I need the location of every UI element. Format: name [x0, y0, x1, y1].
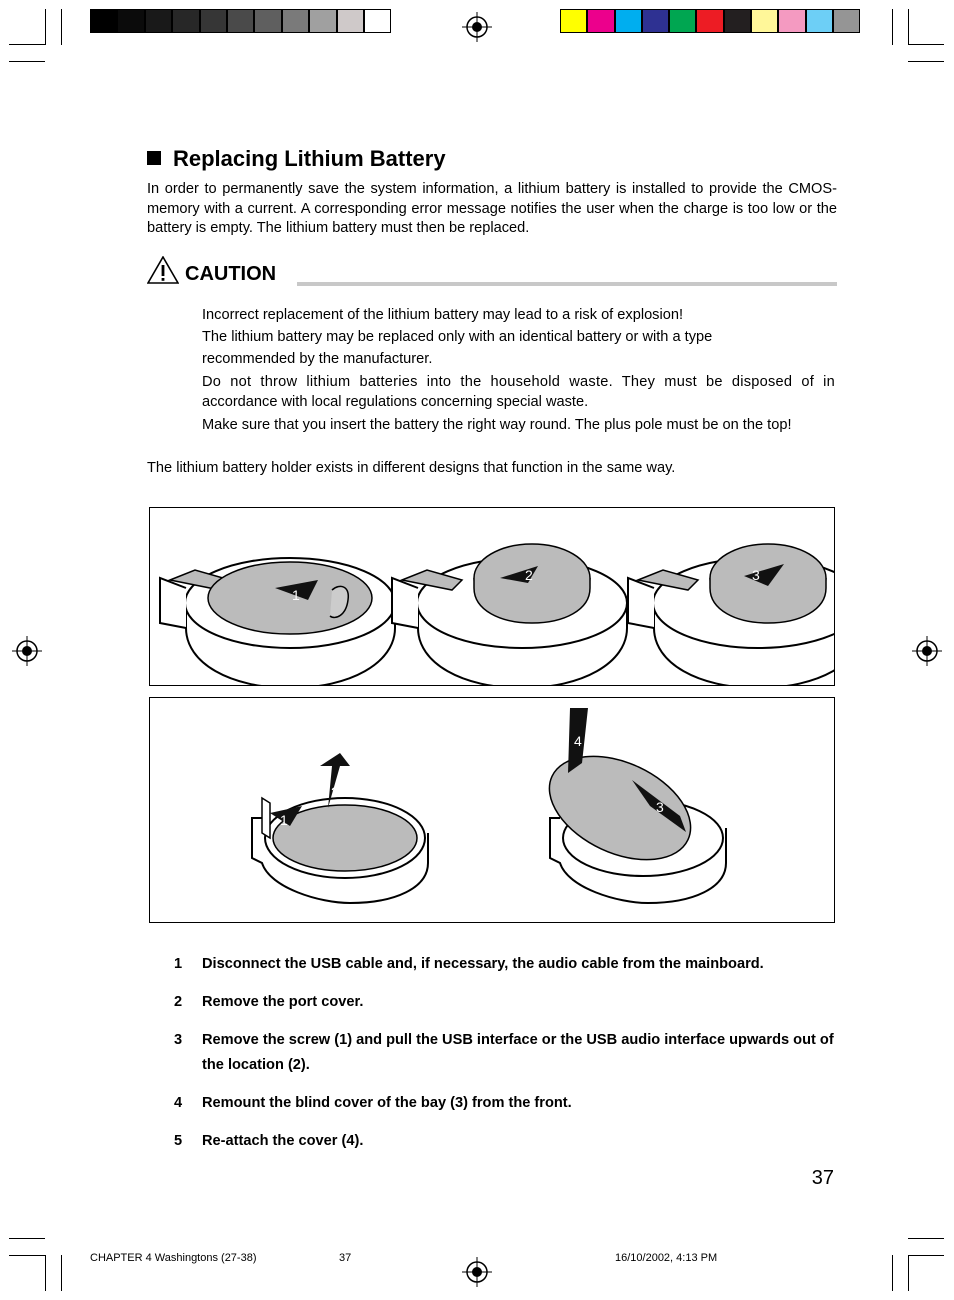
registration-mark-icon [12, 636, 42, 666]
color-swatch [669, 9, 696, 33]
battery-holder-illustration-a [150, 508, 834, 685]
intro-paragraph: In order to permanently save the system information, a lithium battery is installed to provide the CMOS-memory with a current. A corresponding error message notifies the user when the charge is too low or the battery is empty. The lithium battery must then be replaced. [147, 181, 837, 237]
battery-holder-illustration-b [150, 698, 834, 922]
step-text: Remount the blind cover of the bay (3) from the front. [202, 1095, 572, 1111]
step-text: Remove the port cover. [202, 994, 364, 1010]
step-number: 5 [174, 1133, 183, 1149]
color-swatch [309, 9, 336, 33]
step-number: 2 [174, 994, 183, 1010]
color-swatch [560, 9, 587, 33]
color-swatch [172, 9, 199, 33]
page-number: 37 [811, 1167, 834, 1189]
color-swatch [833, 9, 860, 33]
step-number: 1 [174, 956, 183, 972]
caution-rule [297, 282, 837, 286]
figure-label: 3 [752, 567, 760, 583]
color-swatch [117, 9, 144, 33]
figure-label: 1 [280, 812, 288, 828]
caution-line: Incorrect replacement of the lithium battery may lead to a risk of explosion! [202, 307, 684, 323]
list-item [174, 952, 836, 977]
figure-label: 1 [292, 587, 300, 603]
square-bullet-icon [147, 151, 161, 165]
footer-left: CHAPTER 4 Washingtons (27-38) [90, 1252, 257, 1264]
caution-line: The lithium battery may be replaced only with an identical battery or with a type [202, 329, 713, 345]
holder-note: The lithium battery holder exists in different designs that function in the same way. [147, 460, 676, 476]
color-swatch [806, 9, 833, 33]
figure-battery-holder-b [149, 697, 835, 923]
caution-label: CAUTION [185, 263, 277, 285]
color-swatch [227, 9, 254, 33]
color-swatch [337, 9, 364, 33]
list-item [174, 1129, 836, 1154]
step-text: Remove the screw (1) and pull the USB interface or the USB audio interface upwards out of the location (2). [202, 1032, 834, 1073]
footer-right: 16/10/2002, 4:13 PM [615, 1252, 718, 1264]
color-swatch [696, 9, 723, 33]
color-swatch [364, 9, 391, 33]
color-swatch [254, 9, 281, 33]
figure-label: 2 [525, 567, 533, 583]
figure-label: 3 [656, 799, 664, 815]
caution-line: Make sure that you insert the battery the right way round. The plus pole must be on the top! [202, 417, 792, 433]
footer-center: 37 [339, 1252, 352, 1264]
caution-line: accordance with local regulations concerning special waste. [202, 394, 589, 410]
list-item [174, 1091, 836, 1116]
color-swatch [587, 9, 614, 33]
gray-ramp-bar [90, 9, 391, 35]
step-text: Re-attach the cover (4). [202, 1133, 364, 1149]
caution-line: recommended by the manufacturer. [202, 351, 433, 367]
caution-header [147, 256, 837, 290]
color-swatch [615, 9, 642, 33]
registration-mark-icon [462, 12, 492, 42]
section-title [147, 146, 446, 172]
color-swatch [90, 9, 117, 33]
caution-text [202, 304, 835, 436]
step-text: Disconnect the USB cable and, if necessary, the audio cable from the mainboard. [202, 956, 764, 972]
color-swatch [751, 9, 778, 33]
figure-label: 4 [574, 733, 582, 749]
registration-mark-icon [912, 636, 942, 666]
color-swatch [282, 9, 309, 33]
color-swatch [200, 9, 227, 33]
color-swatch [778, 9, 805, 33]
figure-label: 2 [331, 784, 339, 800]
step-number: 3 [174, 1032, 183, 1048]
figure-battery-holder-a [149, 507, 835, 686]
warning-triangle-icon [147, 256, 179, 284]
caution-line: Do not throw lithium batteries into the household waste. They must be disposed of in [202, 374, 835, 390]
step-list [174, 952, 836, 1154]
registration-mark-icon [462, 1257, 492, 1287]
color-bar [560, 9, 860, 35]
list-item [174, 990, 836, 1015]
color-swatch [724, 9, 751, 33]
color-swatch [145, 9, 172, 33]
section-title-text: Replacing Lithium Battery [173, 146, 446, 171]
list-item [174, 1028, 836, 1078]
color-swatch [642, 9, 669, 33]
step-number: 4 [174, 1095, 183, 1111]
